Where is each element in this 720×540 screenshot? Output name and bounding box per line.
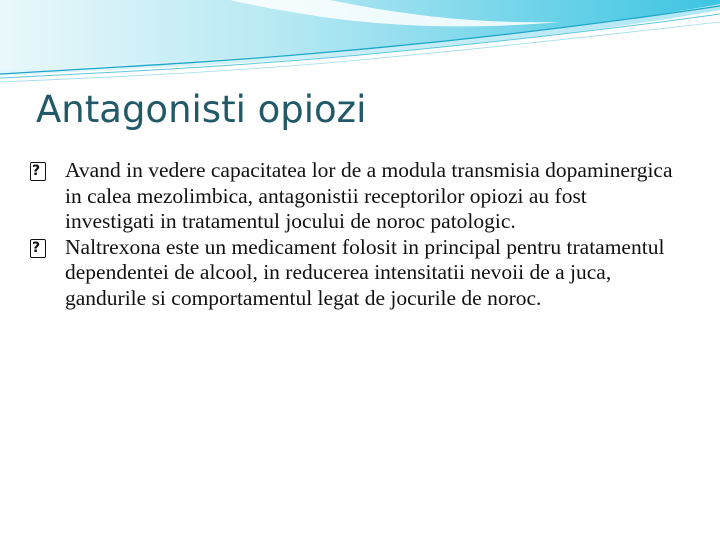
missing-glyph-bullet-icon: ?	[30, 239, 46, 258]
bullet-list	[30, 158, 680, 312]
missing-glyph-bullet-icon: ?	[30, 162, 46, 181]
header-wave-decoration	[0, 0, 720, 90]
bullet-text: Naltrexona este un medicament folosit in principal pentru tratamentul dependentei de alcool, in reducerea intensitatii nevoii de a juca, gandurile si comportamentul legat de jocurile de noroc.	[65, 234, 665, 310]
bullet-item	[30, 158, 680, 235]
slide-title: Antagonisti opiozi	[36, 88, 367, 131]
bullet-text: Avand in vedere capacitatea lor de a modula transmisia dopaminergica in calea mezolimbica, antagonistii receptorilor opiozi au fost investigati in tratamentul jocului de noroc patologic.	[65, 158, 673, 234]
bullet-item	[30, 235, 680, 312]
